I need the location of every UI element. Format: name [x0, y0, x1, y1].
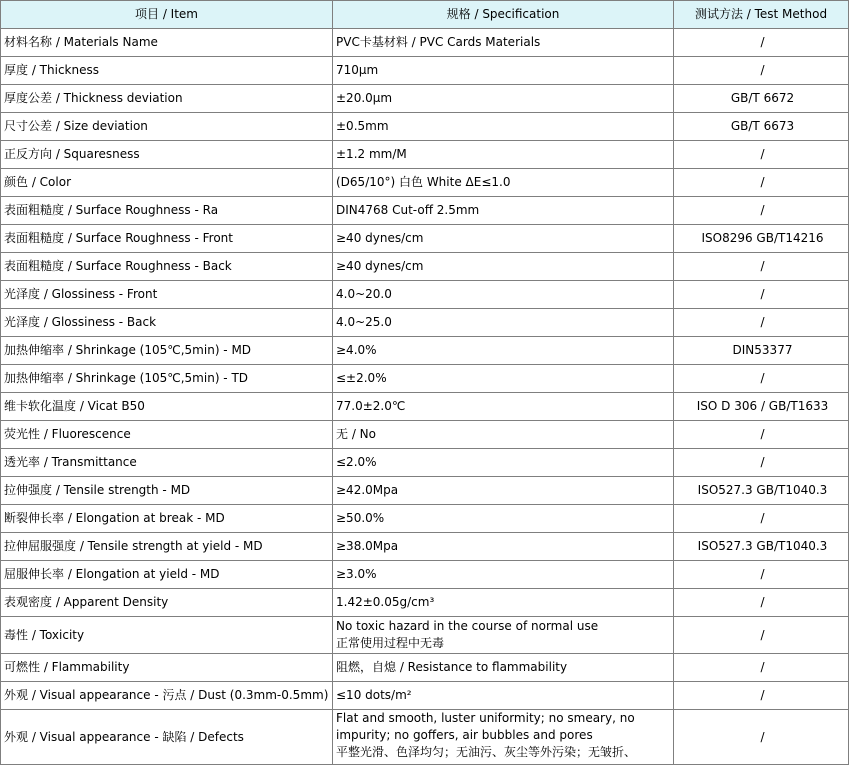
spec-cell: [333, 337, 674, 365]
method-cell: /: [674, 617, 849, 654]
item-cell: 正反方向 / Squaresness: [1, 141, 333, 169]
table-row: [1, 141, 849, 169]
item-cell: 毒性 / Toxicity: [1, 617, 333, 654]
spec-line: ≥3.0%: [336, 567, 377, 581]
spec-cell: [333, 113, 674, 141]
method-cell: /: [674, 654, 849, 682]
table-row: [1, 561, 849, 589]
table-row: [1, 477, 849, 505]
spec-cell: [333, 533, 674, 561]
spec-cell: [333, 617, 674, 654]
item-cell: 表观密度 / Apparent Density: [1, 589, 333, 617]
spec-line: 4.0~25.0: [336, 315, 392, 329]
spec-cell: [333, 421, 674, 449]
item-cell: 加热伸缩率 / Shrinkage (105℃,5min) - TD: [1, 365, 333, 393]
table-header-row: [1, 1, 849, 29]
item-cell: 屈服伸长率 / Elongation at yield - MD: [1, 561, 333, 589]
item-cell: 可燃性 / Flammability: [1, 654, 333, 682]
table-row: [1, 29, 849, 57]
header-item: 项目 / Item: [1, 1, 333, 29]
table-row: [1, 337, 849, 365]
method-cell: /: [674, 589, 849, 617]
item-cell: 拉伸屈服强度 / Tensile strength at yield - MD: [1, 533, 333, 561]
spec-cell: [333, 710, 674, 765]
item-cell: 光泽度 / Glossiness - Front: [1, 281, 333, 309]
item-cell: 维卡软化温度 / Vicat B50: [1, 393, 333, 421]
item-cell: 表面粗糙度 / Surface Roughness - Front: [1, 225, 333, 253]
spec-line: 无 / No: [336, 427, 376, 441]
spec-cell: [333, 589, 674, 617]
method-cell: /: [674, 253, 849, 281]
spec-line: ≥50.0%: [336, 511, 385, 525]
spec-cell: [333, 85, 674, 113]
spec-cell: [333, 654, 674, 682]
spec-cell: [333, 561, 674, 589]
header-specification: 规格 / Specification: [333, 1, 674, 29]
spec-line: 正常使用过程中无毒: [336, 636, 445, 650]
header-test-method: 测试方法 / Test Method: [674, 1, 849, 29]
table-row: [1, 169, 849, 197]
method-cell: GB/T 6673: [674, 113, 849, 141]
item-cell: 拉伸强度 / Tensile strength - MD: [1, 477, 333, 505]
method-cell: /: [674, 309, 849, 337]
spec-cell: [333, 225, 674, 253]
method-cell: /: [674, 57, 849, 85]
item-cell: 厚度公差 / Thickness deviation: [1, 85, 333, 113]
method-cell: /: [674, 169, 849, 197]
spec-cell: [333, 682, 674, 710]
spec-line: 阻燃，自熄 / Resistance to flammability: [336, 660, 568, 674]
spec-line: ±0.5mm: [336, 119, 389, 133]
spec-line: ≤2.0%: [336, 455, 377, 469]
method-cell: /: [674, 141, 849, 169]
table-row: [1, 449, 849, 477]
item-cell: 透光率 / Transmittance: [1, 449, 333, 477]
table-row: [1, 589, 849, 617]
table-body: [1, 29, 849, 765]
spec-cell: [333, 141, 674, 169]
spec-line: No toxic hazard in the course of normal use: [336, 619, 599, 633]
table-row: [1, 197, 849, 225]
spec-cell: [333, 393, 674, 421]
method-cell: /: [674, 561, 849, 589]
spec-cell: [333, 449, 674, 477]
spec-line: PVC卡基材料 / PVC Cards Materials: [336, 35, 541, 49]
table-row: [1, 617, 849, 654]
table-row: [1, 421, 849, 449]
spec-cell: [333, 477, 674, 505]
table-row: [1, 505, 849, 533]
table-row: [1, 253, 849, 281]
spec-line: 1.42±0.05g/cm³: [336, 595, 435, 609]
spec-line: ±20.0μm: [336, 91, 393, 105]
item-cell: 荧光性 / Fluorescence: [1, 421, 333, 449]
spec-cell: [333, 253, 674, 281]
spec-line: ≥40 dynes/cm: [336, 231, 424, 245]
spec-cell: [333, 29, 674, 57]
table-row: [1, 225, 849, 253]
table-row: [1, 365, 849, 393]
method-cell: /: [674, 449, 849, 477]
spec-cell: [333, 281, 674, 309]
spec-line: ≤10 dots/m²: [336, 688, 412, 702]
item-cell: 材料名称 / Materials Name: [1, 29, 333, 57]
spec-line: DIN4768 Cut-off 2.5mm: [336, 203, 480, 217]
spec-line: ≥40 dynes/cm: [336, 259, 424, 273]
spec-line: 平整光滑、色泽均匀；无油污、灰尘等外污染；无皱折、: [336, 745, 637, 759]
table-row: [1, 57, 849, 85]
spec-line: (D65/10°) 白色 White ΔE≤1.0: [336, 175, 511, 189]
item-cell: 加热伸缩率 / Shrinkage (105℃,5min) - MD: [1, 337, 333, 365]
spec-line: impurity; no goffers, air bubbles and pores: [336, 728, 593, 742]
item-cell: 表面粗糙度 / Surface Roughness - Back: [1, 253, 333, 281]
method-cell: /: [674, 682, 849, 710]
table-row: [1, 113, 849, 141]
item-cell: 颜色 / Color: [1, 169, 333, 197]
spec-cell: [333, 57, 674, 85]
item-cell: 表面粗糙度 / Surface Roughness - Ra: [1, 197, 333, 225]
spec-cell: [333, 309, 674, 337]
table-row: [1, 682, 849, 710]
spec-line: 77.0±2.0℃: [336, 399, 406, 413]
spec-line: ≤±2.0%: [336, 371, 387, 385]
table-row: [1, 533, 849, 561]
item-cell: 断裂伸长率 / Elongation at break - MD: [1, 505, 333, 533]
table-row: [1, 309, 849, 337]
method-cell: /: [674, 505, 849, 533]
spec-line: ±1.2 mm/M: [336, 147, 407, 161]
spec-line: 710μm: [336, 63, 379, 77]
method-cell: ISO D 306 / GB/T1633: [674, 393, 849, 421]
method-cell: /: [674, 197, 849, 225]
spec-line: ≥38.0Mpa: [336, 539, 399, 553]
spec-cell: [333, 365, 674, 393]
method-cell: /: [674, 710, 849, 765]
item-cell: 尺寸公差 / Size deviation: [1, 113, 333, 141]
method-cell: /: [674, 29, 849, 57]
item-cell: 厚度 / Thickness: [1, 57, 333, 85]
method-cell: ISO527.3 GB/T1040.3: [674, 533, 849, 561]
item-cell: 光泽度 / Glossiness - Back: [1, 309, 333, 337]
table-row: [1, 281, 849, 309]
table-row: [1, 85, 849, 113]
spec-line: Flat and smooth, luster uniformity; no smeary, no: [336, 711, 635, 725]
method-cell: GB/T 6672: [674, 85, 849, 113]
item-cell: 外观 / Visual appearance - 缺陷 / Defects: [1, 710, 333, 765]
method-cell: /: [674, 365, 849, 393]
method-cell: /: [674, 421, 849, 449]
spec-cell: [333, 169, 674, 197]
table-row: [1, 393, 849, 421]
spec-line: ≥42.0Mpa: [336, 483, 399, 497]
method-cell: DIN53377: [674, 337, 849, 365]
method-cell: /: [674, 281, 849, 309]
table-row: [1, 654, 849, 682]
spec-line: 4.0~20.0: [336, 287, 392, 301]
method-cell: ISO8296 GB/T14216: [674, 225, 849, 253]
spec-cell: [333, 197, 674, 225]
spec-cell: [333, 505, 674, 533]
item-cell: 外观 / Visual appearance - 污点 / Dust (0.3mm-0.5mm): [1, 682, 333, 710]
spec-line: ≥4.0%: [336, 343, 377, 357]
table-row: [1, 710, 849, 765]
method-cell: ISO527.3 GB/T1040.3: [674, 477, 849, 505]
